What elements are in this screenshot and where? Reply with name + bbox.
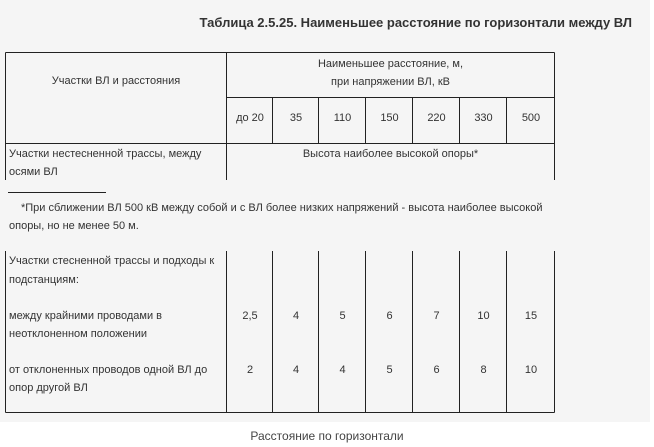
row-outer-line2: неотклоненном положении (9, 328, 147, 340)
row-outer-value-2: 5 (339, 310, 346, 322)
row-deflected-line1: от отклоненных проводов одной ВЛ до (9, 364, 208, 376)
row-outer-value-4: 7 (433, 310, 440, 322)
header-group-line2: при напряжении ВЛ, кВ (331, 76, 450, 88)
row-constrained-line1: Участки стесненной трассы и подходы к (9, 255, 215, 267)
header-voltage-6: 500 (521, 112, 541, 124)
row-deflected-value-4: 6 (433, 364, 440, 376)
row-deflected-value-3: 5 (386, 364, 393, 376)
row-outer-value-0: 2,5 (242, 310, 258, 322)
table-title: Таблица 2.5.25. Наименьшее расстояние по горизонтали между ВЛ (199, 15, 632, 30)
row-deflected-value-6: 10 (524, 364, 538, 376)
header-voltage-3: 150 (380, 112, 399, 124)
row-unconstrained-line2: осями ВЛ (9, 166, 58, 178)
row-outer-line1: между крайними проводами в (9, 310, 162, 322)
row-deflected-value-2: 4 (339, 364, 346, 376)
header-voltage-0: до 20 (236, 112, 264, 124)
header-voltage-4: 220 (427, 112, 446, 124)
row-deflected-line2: опор другой ВЛ (9, 382, 88, 394)
row-outer-value-1: 4 (292, 310, 300, 322)
footnote-line1: *При сближении ВЛ 500 кВ между собой и с ВЛ более низких напряжений - высота наиболее высокой (21, 202, 543, 214)
row-unconstrained-line1: Участки нестесненной трассы, между (9, 148, 202, 160)
header-voltage-2: 110 (333, 112, 352, 124)
image-caption: Расстояние по горизонтали (250, 429, 404, 443)
row-outer-value-3: 6 (386, 310, 393, 322)
row-unconstrained-value: Высота наиболее высокой опоры* (302, 148, 479, 160)
header-voltage-1: 35 (289, 112, 303, 124)
header-group-line1: Наименьшее расстояние, м, (317, 58, 464, 70)
row-outer-value-6: 15 (524, 310, 538, 322)
row-deflected-value-0: 2 (246, 364, 254, 376)
header-voltage-5: 330 (474, 112, 493, 124)
row-constrained-line2: подстанциям: (9, 274, 79, 286)
row-deflected-value-1: 4 (292, 364, 300, 376)
row-deflected-value-5: 8 (480, 364, 487, 376)
header-sections-label: Участки ВЛ и расстояния (51, 75, 181, 87)
row-outer-value-5: 10 (477, 310, 490, 322)
footnote-line2: опоры, но не менее 50 м. (9, 220, 139, 232)
